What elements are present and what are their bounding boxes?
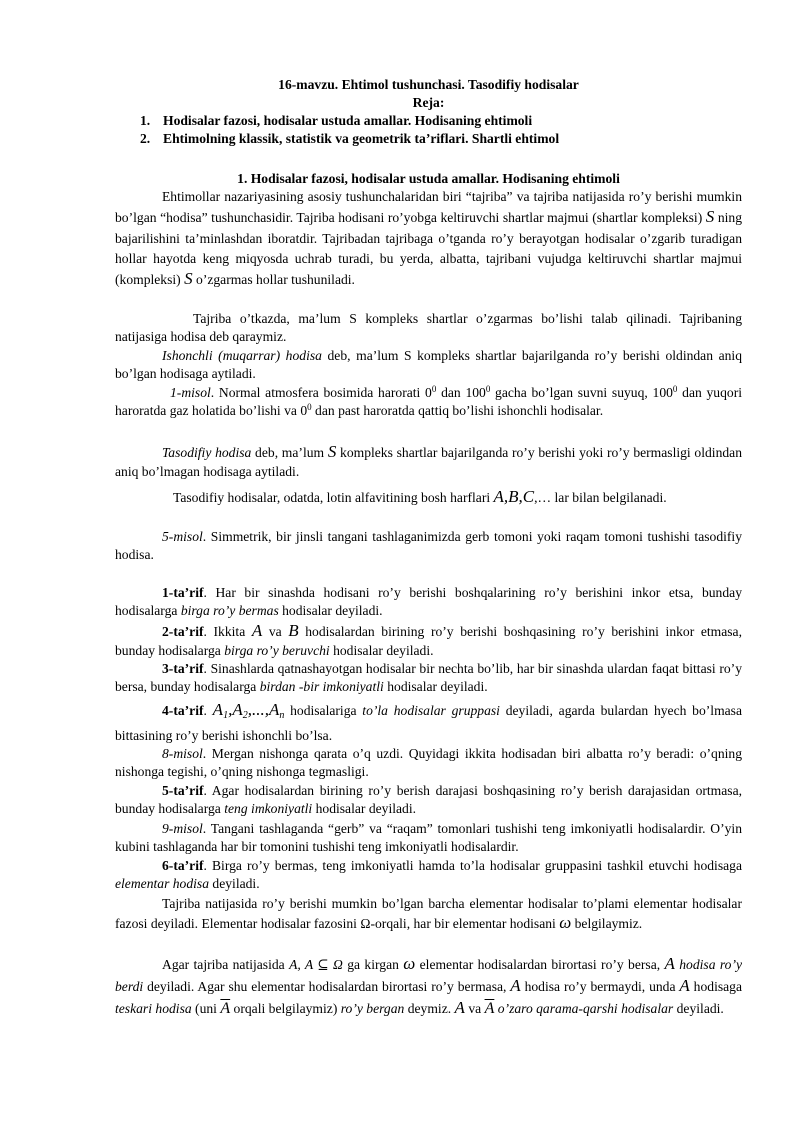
plan-item-number: 1. (140, 113, 151, 128)
math-b: B (288, 621, 299, 640)
math-a-subset-omega: A, A ⊆ Ω (289, 957, 343, 972)
section-heading: 1. Hodisalar fazosi, hodisalar ustuda amallar. Hodisaning ehtimoli (237, 171, 620, 186)
math-s: S (184, 269, 193, 289)
math-omega: ω (559, 913, 572, 932)
definition-3: 3-ta’rif. Sinashlarda qatnashayotgan hodisalar bir nechta bo’lib, har bir sinashda ulardan faqat bittasi ro’y bersa, bunday hodisalarga birdan -bir imkoniyatli hodisalar deyiladi. (115, 661, 742, 694)
definition-label: 1-ta’rif (162, 585, 204, 600)
example-label: 5-misol (162, 529, 203, 544)
paragraph-random-event: Tasodifiy hodisa deb, ma’lum S kompleks shartlar bajarilganda ro’y berishi yoki ro’y bermasligi oldindan aniq bo’lmagan hodisaga aytiladi. (115, 442, 742, 479)
example-9: 9-misol. Tangani tashlaganda “gerb” va “raqam” tomonlari tushishi teng imkoniyatli hodisalardir. O’yin kubini tashlaganda har bir tomonini tushishi teng imkoniyatli hodisalardir. (115, 821, 742, 854)
paragraph-intro: Ehtimollar nazariyasining asosiy tushunchalaridan biri “tajriba” va tajriba natijasida ro’y berishi mumkin bo’lgan “hodisa” tushunchasidir. Tajriba hodisani ro’yobga keltiruvchi shartlar majmui (shartlar kompleksi) S ning bajarilishini ta’minlashdan iboratdir. Tajribadan tajribaga o’tganda ro’y berayotgan hodisalar o’zgarib turadigan hollar hayotda keng miqyosda uchrab turadi, bu yerda, albatta, tajribani vujudga keltiruvchi shartlar majmui (kompleksi) S o’zgarmas hollar tushuniladi. (115, 189, 742, 289)
example-label: 9-misol (162, 821, 203, 836)
plan-list (115, 112, 742, 147)
example-1: 1-misol. Normal atmosfera bosimida harorati $0^0$ dan $100^0$ gacha bo’lgan suvni suyuq, $100^0$ dan yuqori haroratda gaz holatida bo’lishi va $0^0$ dan past haroratda qattiq bo’lishi ishonchli hodisalar. (115, 384, 742, 418)
degree-sign: 0 (431, 384, 437, 394)
example-label: 1-misol (170, 385, 211, 400)
plan-title: Reja: (412, 95, 445, 110)
plan-item-text: Ehtimolning klassik, statistik va geometrik ta’riflari. Shartli ehtimol (163, 130, 560, 146)
term-elementary-event: elementar hodisa (115, 875, 210, 891)
degree-sign: 0 (307, 401, 312, 412)
term-unique-possible: birdan -bir imkoniyatli (259, 678, 384, 694)
paragraph-notation: Tasodifiy hodisalar, odatda, lotin alfavitining bosh harflari A,B,C,… lar bilan belgilanadi. (173, 487, 667, 506)
paragraph-experiment: Tajriba o’tkazda, ma’lum S kompleks shartlar o’zgarmas bo’lishi talab qilinadi. Tajribaning natijasiga hodisa deb qaraymiz. (115, 311, 742, 344)
math-a: A (679, 976, 690, 995)
term-compatible: birga ro’y beruvchi (224, 643, 330, 658)
definition-2: 2-ta’rif. Ikkita A va B hodisalardan birining ro’y berishi boshqasining ro’y berishini inkor etmasa, bunday hodisalarga birga ro’y beruvchi hodisalar deyiladi. (115, 621, 742, 658)
term-mutually-opposite: o’zaro qarama-qarshi hodisalar (494, 1001, 674, 1016)
paragraph-sample-space: Tajriba natijasida ro’y berishi mumkin bo’lgan barcha elementar hodisalar to’plami elementar hodisalar fazosi deyiladi. Elementar hodisalar fazosini Ω-orqali, har bir elementar hodisani ω belgilaymiz. (115, 896, 742, 932)
plan-item (115, 130, 742, 148)
definition-6: 6-ta’rif. Birga ro’y bermas, teng imkoniyatli hamda to’la hodisalar gruppasini tashkil etuvchi hodisaga elementar hodisa deyiladi. (115, 858, 742, 891)
definition-label: 6-ta’rif (162, 858, 204, 873)
term-event-occurred: hodisa ro’y berdi (115, 957, 743, 994)
definition-label: 4-ta’rif (162, 703, 204, 718)
math-a: A (510, 976, 521, 995)
definition-label: 2-ta’rif (162, 624, 204, 639)
term-equally-possible: teng imkoniyatli (224, 800, 313, 816)
math-a1-an: $A_1,A_2,...,A_n$ (212, 700, 285, 721)
math-s: S (327, 442, 337, 461)
term-certain-event: Ishonchli (muqarrar) hodisa (162, 348, 322, 363)
page-title: 16-mavzu. Ehtimol tushunchasi. Tasodifiy hodisalar (278, 77, 579, 92)
math-abc: A,B,C (493, 487, 535, 506)
definition-4: 4-ta’rif. $A_1,A_2,...,A_n$ hodisalariga to’la hodisalar gruppasi deyiladi, agarda bulardan hyech bo’lmasa bittasining ro’y berishi ishonchli bo’lsa. (115, 700, 742, 743)
term-complete-group: to’la hodisalar gruppasi (362, 703, 500, 718)
paragraph-certain-event: Ishonchli (muqarrar) hodisa deb, ma’lum S kompleks shartlar bajarilganda ro’y berishi oldindan aniq bo’lgan hodisaga aytiladi. (115, 348, 742, 381)
plan-item-text: Hodisalar fazosi, hodisalar ustuda amallar. Hodisaning ehtimoli (163, 113, 533, 128)
term-random-event: Tasodifiy hodisa (162, 445, 252, 460)
math-s: S (705, 207, 715, 227)
math-a: A (251, 621, 263, 640)
definition-label: 3-ta’rif (162, 661, 204, 676)
math-a: A (664, 954, 675, 973)
math-a-bar: $\overline{A}$ (220, 1000, 231, 1017)
paragraph-complement: Agar tajriba natijasida A, A ⊆ Ω ga kirgan ω elementar hodisalardan birortasi ro’y bersa, A hodisa ro’y berdi deyiladi. Agar shu elementar hodisalardan birortasi ro’y bermasa, A hodisa ro’y bermaydi, unda A hodisaga teskari hodisa (uni $\overline{A}$ orqali belgilaymiz) ro’y bergan deymiz. A va $\overline{A}$ o’zaro qarama-qarshi hodisalar deyiladi. (115, 954, 743, 1017)
term-incompatible: birga ro’y bermas (180, 602, 279, 618)
plan-item (115, 112, 742, 130)
degree-sign: 0 (672, 384, 678, 394)
math-omega-upper: Ω (360, 916, 371, 931)
math-omega: ω (403, 954, 416, 973)
definition-label: 5-ta’rif (162, 783, 204, 798)
example-label: 8-misol (162, 746, 203, 761)
term-occurred: ro’y bergan (340, 1001, 405, 1016)
definition-1: 1-ta’rif. Har bir sinashda hodisani ro’y berishi boshqalarining ro’y berishini inkor etsa, bunday hodisalarga birga ro’y bermas hodisalar deyiladi. (115, 585, 742, 618)
math-a-bar: $\overline{A}$ (484, 1000, 495, 1017)
definition-5: 5-ta’rif. Agar hodisalardan birining ro’y berish darajasi boshqasining ro’y berish darajasidan ortmasa, bunday hodisalarga teng imkoniyatli hodisalar deyiladi. (115, 783, 742, 816)
example-8: 8-misol. Mergan nishonga qarata o’q uzdi. Quyidagi ikkita hodisadan biri albatta ro’y beradi: o’qning nishonga tegishi, o’qning nishonga tegmasligi. (115, 746, 742, 779)
example-5: 5-misol. Simmetrik, bir jinsli tangani tashlaganimizda gerb tomoni yoki raqam tomoni tushishi tasodifiy hodisa. (115, 529, 742, 562)
plan-item-number: 2. (140, 130, 151, 146)
term-opposite-event: teskari hodisa (115, 1001, 192, 1016)
degree-sign: 0 (485, 384, 491, 394)
math-a: A (454, 998, 465, 1017)
